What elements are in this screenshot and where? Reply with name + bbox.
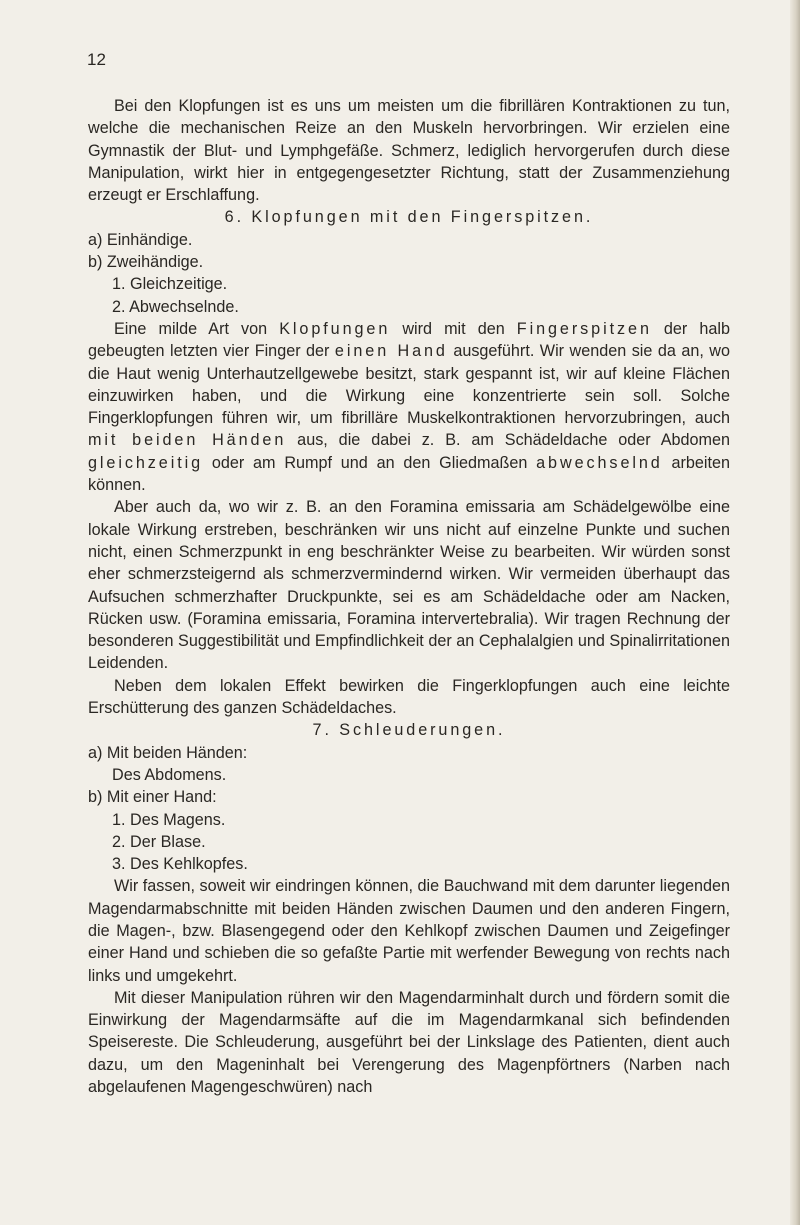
body-text <box>88 95 730 1098</box>
list-section-7 <box>88 742 730 876</box>
list-item: b) Mit einer Hand: <box>88 788 217 807</box>
emphasis: einen Hand <box>334 342 448 361</box>
emphasis: abwechselnd <box>536 453 663 472</box>
list-item: b) Zweihändige. <box>88 253 204 272</box>
list-subitem: 3. Des Kehlkopfes. <box>112 855 248 874</box>
list-subitem: 1. Gleichzeitige. <box>112 275 228 294</box>
list-item: a) Mit beiden Händen: <box>88 743 248 762</box>
page-number: 12 <box>87 50 106 69</box>
list-subitem: 2. Der Blase. <box>112 832 206 851</box>
paragraph-manipulation: Mit dieser Manipulation rühren wir den Magendarminhalt durch und fördern somit die Einwirkung der Magendarmsäfte auf die im Magendarmkanal sich befindenden Speisereste. Die Schleuderung, ausgeführt bei der Linkslage des Patienten, dient auch dazu, um den Mageninhalt bei Verengerung des Magenpförtners (Narben nach abgelaufenen Magengeschwüren) nach <box>88 988 730 1097</box>
emphasis: mit beiden Händen <box>88 431 287 450</box>
list-subitem: 1. Des Magens. <box>112 810 226 829</box>
paragraph-fingerspitzen: Eine milde Art von Klopfungen wird mit den Fingerspitzen der halb gebeugten letzten vier Finger der einen Hand ausgeführt. Wir wenden sie da an, wo die Haut wenig Unterhautzellgewebe besitzt, stark gespannt ist, wir auf kleine Flächen einzuwirken haben, und die Wirkung eine konzentrierte sein soll. Solche Fingerklopfungen führen wir, um fibrilläre Muskelkontraktionen hervorzubringen, auch mit beiden Händen aus, die dabei z. B. am Schädeldache oder Abdomen gleichzeitig oder am Rumpf und an den Gliedmaßen abwechselnd arbeiten können. <box>88 319 731 495</box>
emphasis: Klopfungen <box>279 319 391 338</box>
emphasis: gleichzeitig <box>88 453 204 472</box>
section-heading-6: 6. Klopfungen mit den Fingerspitzen. <box>224 208 594 227</box>
paragraph-foramina: Aber auch da, wo wir z. B. an den Foramina emissaria am Schädelgewölbe eine lokale Wirkung erstreben, beschränken wir uns nicht auf einzelne Punkte und suchen nicht, einen Schmerzpunkt in eng beschränkter Weise zu bearbeiten. Wir würden sonst eher schmerzsteigernd als schmerzvermindernd wirken. Wir vermeiden überhaupt das Aufsuchen schmerzhafter Druckpunkte, sei es am Schädeldache oder am Nacken, Rücken usw. (Foramina emissaria, Foramina intervertebralia). Wir tragen Rechnung der besonderen Suggestibilität und Empfindlichkeit der an Cephalalgien und Spinalirritationen Leidenden. <box>88 498 730 673</box>
list-subitem: 2. Abwechselnde. <box>112 297 239 316</box>
list-item: a) Einhändige. <box>88 230 193 249</box>
page-edge-shadow <box>790 0 800 1225</box>
paragraph-effekt: Neben dem lokalen Effekt bewirken die Fingerklopfungen auch eine leichte Erschütterung des ganzen Schädeldaches. <box>88 676 730 718</box>
paragraph-intro: Bei den Klopfungen ist es uns um meisten um die fibrillären Kontraktionen zu tun, welche die mechanischen Reize an den Muskeln hervorbringen. Wir erzielen eine Gymnastik der Blut- und Lymphgefäße. Schmerz, lediglich hervorgerufen durch diese Manipulation, wirkt hier in entgegengesetzter Richtung, statt der Zusammenziehung erzeugt er Erschlaffung. <box>88 97 730 205</box>
list-section-6 <box>88 229 730 318</box>
emphasis: Fingerspitzen <box>516 319 652 338</box>
paragraph-schleuderung: Wir fassen, soweit wir eindringen können, die Bauchwand mit dem darunter liegenden Magendarmabschnitte mit beiden Händen zwischen Daumen und den anderen Fingern, die Magen-, bzw. Blasengegend oder den Kehlkopf zwischen Daumen und Zeigefinger einer Hand und schieben die so gefaßte Partie mit werfender Bewegung von rechts nach links und umgekehrt. <box>88 877 730 985</box>
section-heading-7: 7. Schleuderungen. <box>312 721 506 740</box>
list-subitem: Des Abdomens. <box>112 765 227 784</box>
